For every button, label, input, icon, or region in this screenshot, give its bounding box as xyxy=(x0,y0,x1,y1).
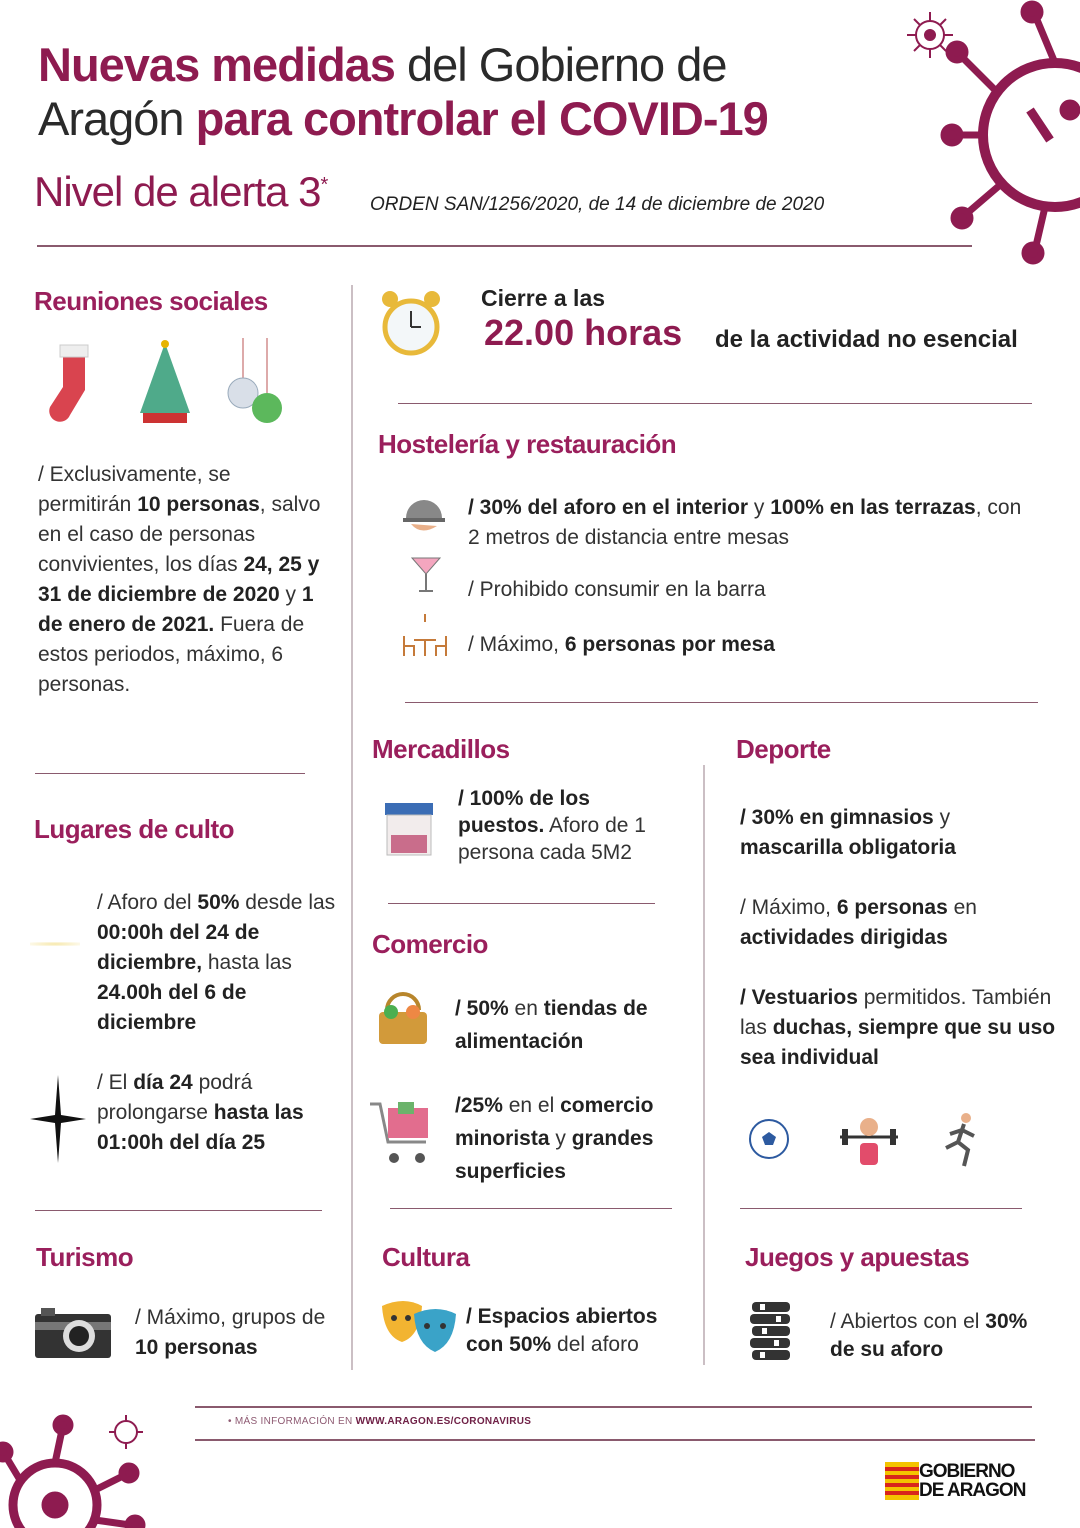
cocktail-icon xyxy=(410,552,442,594)
text-bold-segment: duchas, siempre que su uso sea individual xyxy=(740,1016,1056,1069)
text-segment: y xyxy=(279,583,302,606)
christmas-tree-icon xyxy=(135,338,195,428)
text-segment: / Máximo, xyxy=(740,896,837,919)
text-segment: , salvo en el caso de personas convivientes, los días xyxy=(38,493,321,576)
deporte-heading: Deporte xyxy=(736,734,831,764)
cultura-text xyxy=(466,1303,691,1359)
more-info: • MÁS INFORMACIÓN EN WWW.ARAGON.ES/CORONAVIRUS xyxy=(228,1416,532,1427)
text-bold-segment: 30% de su aforo xyxy=(830,1310,1028,1361)
market-stall-icon xyxy=(383,803,435,857)
mercadillos-text xyxy=(458,785,678,866)
text-bold-segment: 10 personas xyxy=(135,1336,258,1359)
column-divider-right xyxy=(703,765,705,1365)
text-segment: en xyxy=(947,896,977,919)
deporte-item-3 xyxy=(740,983,1060,1073)
text-segment: / Máximo, grupos de xyxy=(135,1306,326,1329)
text-segment: / Exclusivamente, se permitirán xyxy=(38,463,231,516)
divider xyxy=(398,403,1032,404)
table-chairs-icon xyxy=(400,612,450,660)
juegos-heading: Juegos y apuestas xyxy=(745,1242,970,1272)
text-bold-segment: comercio minorista xyxy=(455,1094,654,1150)
text-segment: Fuera de estos periodos, máximo, 6 personas. xyxy=(38,613,305,696)
small-virus-icon xyxy=(905,10,955,60)
glow-icon xyxy=(30,942,80,946)
deporte-item-1 xyxy=(740,803,1040,863)
alarm-clock-icon xyxy=(380,285,442,359)
comercio-item-2 xyxy=(455,1089,695,1188)
text-bold-segment: / 50% xyxy=(455,997,509,1020)
text-segment: , con 2 metros de distancia entre mesas xyxy=(468,496,1022,549)
camera-icon xyxy=(35,1308,111,1358)
alert-level xyxy=(34,168,327,216)
mercadillos-heading: Mercadillos xyxy=(372,734,510,764)
text-segment: desde las xyxy=(239,891,336,914)
text-bold-segment: 6 personas xyxy=(836,896,948,919)
text-bold-segment: 50% xyxy=(197,891,240,914)
virus-decoration-icon xyxy=(940,0,1080,265)
reuniones-heading: Reuniones sociales xyxy=(34,286,268,316)
culto-item-2 xyxy=(97,1068,337,1158)
text-bold-segment: mascarilla obligatoria xyxy=(740,836,956,859)
culto-heading: Lugares de culto xyxy=(34,814,235,844)
header-divider xyxy=(37,245,972,247)
text-segment: y xyxy=(549,1127,572,1150)
text-segment: y xyxy=(933,806,951,829)
divider xyxy=(35,1210,322,1211)
comercio-item-1 xyxy=(455,992,690,1058)
text-bold-segment: / 30% en gimnasios xyxy=(740,806,934,829)
soccer-ball-icon xyxy=(748,1118,790,1160)
text-bold-segment: día 24 xyxy=(133,1071,193,1094)
deporte-item-2 xyxy=(740,893,1040,953)
reuniones-text xyxy=(38,460,328,700)
text-bold-segment: grandes superficies xyxy=(455,1127,654,1183)
star-icon xyxy=(30,1075,86,1163)
closing-pre: Cierre a las xyxy=(481,285,606,311)
order-reference: ORDEN SAN/1256/2020, de 14 de diciembre de 2020 xyxy=(370,194,825,215)
comercio-heading: Comercio xyxy=(372,929,488,959)
divider xyxy=(740,1208,1022,1209)
text-segment: Aforo de 1 persona cada 5M2 xyxy=(458,814,646,864)
text-bold-segment: 6 personas por mesa xyxy=(564,633,775,656)
divider xyxy=(388,903,655,904)
serving-cloche-icon xyxy=(403,490,445,538)
text-bold-segment: tiendas de alimentación xyxy=(455,997,648,1053)
footer-divider-bottom xyxy=(195,1439,1035,1441)
text-segment: en el xyxy=(502,1094,561,1117)
text-segment: permitidos. También las xyxy=(740,986,1052,1039)
text-bold-segment: hasta las 01:00h del día 25 xyxy=(97,1101,304,1154)
text-bold-segment: /25% xyxy=(455,1094,503,1117)
text-bold-segment: 00:00h del 24 de diciembre, xyxy=(97,921,260,974)
christmas-stocking-icon xyxy=(45,340,105,425)
text-bold-segment: Nuevas medidas xyxy=(38,38,395,91)
text-bold-segment: 24, 25 y 31 de diciembre de 2020 xyxy=(38,553,320,606)
runner-icon xyxy=(940,1110,982,1170)
ornaments-icon xyxy=(225,338,285,428)
closing-post: de la actividad no esencial xyxy=(715,326,1018,353)
theater-masks-icon xyxy=(380,1300,458,1356)
text-segment: / Prohibido consumir en la barra xyxy=(468,578,766,601)
text-segment: / El xyxy=(97,1071,134,1094)
weightlifting-icon xyxy=(838,1113,900,1167)
juegos-text xyxy=(830,1308,1030,1364)
closing-time: 22.00 horas xyxy=(484,312,683,353)
logo-line-2: DE ARAGON xyxy=(919,1480,1026,1501)
virus-decoration-bottom-icon xyxy=(0,1405,150,1528)
page-title xyxy=(38,38,858,146)
text-bold-segment: para controlar el COVID-19 xyxy=(195,92,768,145)
turismo-heading: Turismo xyxy=(36,1242,134,1272)
text-bold-segment: / 100% de los puestos. xyxy=(458,787,590,837)
text-segment: del Gobierno de Aragón xyxy=(38,38,727,145)
text-bold-segment: / Vestuarios xyxy=(740,986,858,1009)
text-segment: hasta las xyxy=(202,951,292,974)
alert-level-footnote-mark: * xyxy=(320,174,328,196)
text-segment: / Máximo, xyxy=(468,633,565,656)
column-divider-left xyxy=(351,285,353,1370)
grocery-basket-icon xyxy=(375,990,431,1048)
text-segment: y xyxy=(748,496,771,519)
text-segment: del aforo xyxy=(551,1333,639,1356)
text-bold-segment: / Espacios abiertos con 50% xyxy=(466,1305,658,1356)
hosteleria-item-1 xyxy=(468,493,1038,553)
text-segment: en xyxy=(508,997,544,1020)
text-bold-segment: 100% en las terrazas xyxy=(770,496,976,519)
text-segment: podrá prolongarse xyxy=(97,1071,253,1124)
hosteleria-item-3 xyxy=(468,630,775,660)
culto-item-1 xyxy=(97,888,347,1038)
turismo-text xyxy=(135,1303,335,1363)
more-info-link[interactable]: WWW.ARAGON.ES/CORONAVIRUS xyxy=(355,1416,532,1427)
logo-line-1: GOBIERNO xyxy=(919,1461,1015,1482)
hosteleria-heading: Hostelería y restauración xyxy=(378,429,677,459)
cultura-heading: Cultura xyxy=(382,1242,470,1272)
footer-divider-top xyxy=(195,1406,1032,1408)
aragon-flag-icon xyxy=(885,1462,919,1500)
shopping-cart-icon xyxy=(368,1098,434,1166)
more-info-label: MÁS INFORMACIÓN EN xyxy=(234,1416,356,1427)
hosteleria-item-2 xyxy=(468,575,766,605)
gobierno-aragon-logo xyxy=(885,1462,1035,1500)
alert-level-text: Nivel de alerta 3 xyxy=(34,168,321,215)
text-bold-segment: 24.00h del 6 de diciembre xyxy=(97,981,247,1034)
divider xyxy=(35,773,305,774)
text-segment: / Abiertos con el xyxy=(830,1310,986,1333)
text-segment: / Aforo del xyxy=(97,891,198,914)
text-bold-segment: / 30% del aforo en el interior xyxy=(468,496,749,519)
text-bold-segment: 10 personas xyxy=(137,493,260,516)
casino-chips-icon xyxy=(748,1302,794,1360)
divider xyxy=(405,702,1038,703)
divider xyxy=(390,1208,672,1209)
text-bold-segment: actividades dirigidas xyxy=(740,926,948,949)
text-bold-segment: 1 de enero de 2021. xyxy=(38,583,314,636)
